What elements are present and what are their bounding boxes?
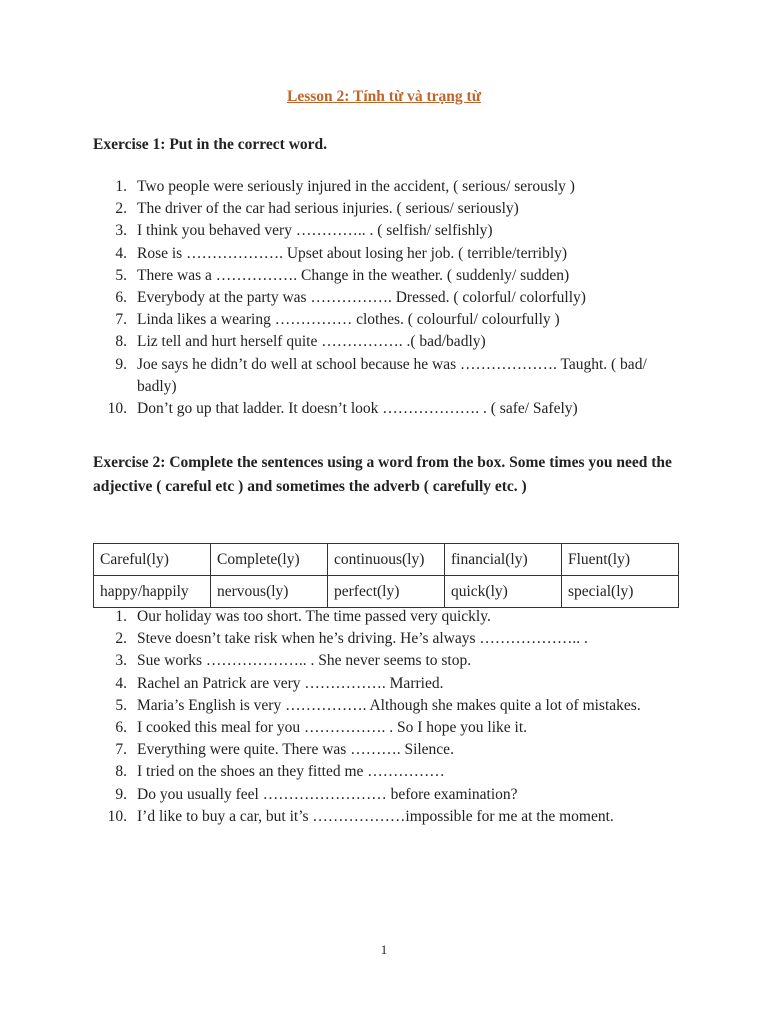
item-text: Rose is ………………. Upset about losing her job. ( terrible/terribly) <box>137 244 568 262</box>
item-text: Maria’s English is very ……………. Although she makes quite a lot of mistakes. <box>137 696 641 714</box>
word-cell: quick(ly) <box>445 576 562 608</box>
list-item <box>93 176 683 198</box>
page-number: 1 <box>380 942 388 957</box>
list-item <box>93 650 683 672</box>
item-number: 10. <box>107 400 127 418</box>
item-text: I’d like to buy a car, but it’s ………………impossible for me at the moment. <box>137 807 614 825</box>
item-number: 9. <box>115 355 127 373</box>
item-text: There was a ……………. Change in the weather. ( suddenly/ sudden) <box>137 266 570 284</box>
list-item <box>93 220 683 242</box>
list-item <box>93 739 683 761</box>
list-item <box>93 784 683 806</box>
item-number: 3. <box>115 222 127 240</box>
list-item <box>93 673 683 695</box>
item-text: Do you usually feel …………………… before examination? <box>137 785 518 803</box>
word-cell: Fluent(ly) <box>562 544 679 576</box>
list-item <box>93 717 683 739</box>
item-number: 6. <box>115 719 127 737</box>
item-number: 8. <box>115 333 127 351</box>
item-number: 1. <box>115 178 127 195</box>
item-text: Our holiday was too short. The time passed very quickly. <box>137 608 491 625</box>
item-number: 5. <box>115 696 127 714</box>
word-cell: perfect(ly) <box>328 576 445 608</box>
word-cell: financial(ly) <box>445 544 562 576</box>
list-item <box>93 198 683 220</box>
list-item <box>93 309 683 331</box>
word-cell: nervous(ly) <box>211 576 328 608</box>
item-number: 2. <box>115 630 127 648</box>
item-text: Sue works ……………….. . She never seems to stop. <box>137 652 472 670</box>
list-item <box>93 628 683 650</box>
exercise-1-heading: Exercise 1: Put in the correct word. <box>93 136 328 153</box>
item-text: I tried on the shoes an they fitted me …………… <box>137 763 445 781</box>
item-number: 8. <box>115 763 127 781</box>
item-number: 7. <box>115 741 127 759</box>
item-number: 4. <box>115 674 127 692</box>
list-item <box>93 398 683 420</box>
item-text: Steve doesn’t take risk when he’s driving. He’s always ……………….. . <box>137 630 588 648</box>
list-item <box>93 287 683 309</box>
item-number: 2. <box>115 200 127 218</box>
list-item <box>93 331 683 353</box>
lesson-title: Lesson 2: Tính từ và trạng từ <box>286 88 481 105</box>
item-number: 4. <box>115 244 127 262</box>
item-text: Linda likes a wearing …………… clothes. ( colourful/ colourfully ) <box>137 311 560 329</box>
item-number: 1. <box>115 608 127 625</box>
word-box-row <box>94 576 679 608</box>
item-text: Rachel an Patrick are very ……………. Married. <box>137 674 444 692</box>
item-number: 9. <box>115 785 127 803</box>
item-text: Two people were seriously injured in the accident, ( serious/ serously ) <box>137 178 575 195</box>
item-number: 10. <box>107 807 127 825</box>
list-item <box>93 695 683 717</box>
item-number: 3. <box>115 652 127 670</box>
word-box-row <box>94 544 679 576</box>
list-item <box>93 354 683 398</box>
exercise-1-list <box>93 176 683 420</box>
list-item <box>93 761 683 783</box>
list-item <box>93 243 683 265</box>
item-text: Everything were quite. There was ………. Silence. <box>137 741 454 759</box>
item-text: Joe says he didn’t do well at school because he was ………………. Taught. ( bad/ badly) <box>137 355 647 395</box>
exercise-2-heading: Exercise 2: Complete the sentences using a word from the box. Some times you need the adjective ( careful etc ) and sometimes the adverb ( carefully etc. ) <box>93 454 672 495</box>
word-cell: special(ly) <box>562 576 679 608</box>
item-text: The driver of the car had serious injuries. ( serious/ seriously) <box>137 200 519 218</box>
item-text: Everybody at the party was ……………. Dressed. ( colorful/ colorfully) <box>137 289 586 307</box>
item-number: 7. <box>115 311 127 329</box>
word-cell: happy/happily <box>94 576 211 608</box>
item-number: 5. <box>115 266 127 284</box>
item-text: Don’t go up that ladder. It doesn’t look ………………. . ( safe/ Safely) <box>137 400 578 418</box>
item-text: I cooked this meal for you ……………. . So I hope you like it. <box>137 719 528 737</box>
exercise-2-list <box>93 606 683 828</box>
word-cell: continuous(ly) <box>328 544 445 576</box>
list-item <box>93 606 683 628</box>
item-text: I think you behaved very ………….. . ( selfish/ selfishly) <box>137 222 493 240</box>
list-item <box>93 265 683 287</box>
item-number: 6. <box>115 289 127 307</box>
word-cell: Careful(ly) <box>94 544 211 576</box>
word-box <box>93 543 679 608</box>
word-cell: Complete(ly) <box>211 544 328 576</box>
item-text: Liz tell and hurt herself quite ……………. .( bad/badly) <box>137 333 486 351</box>
list-item <box>93 806 683 828</box>
